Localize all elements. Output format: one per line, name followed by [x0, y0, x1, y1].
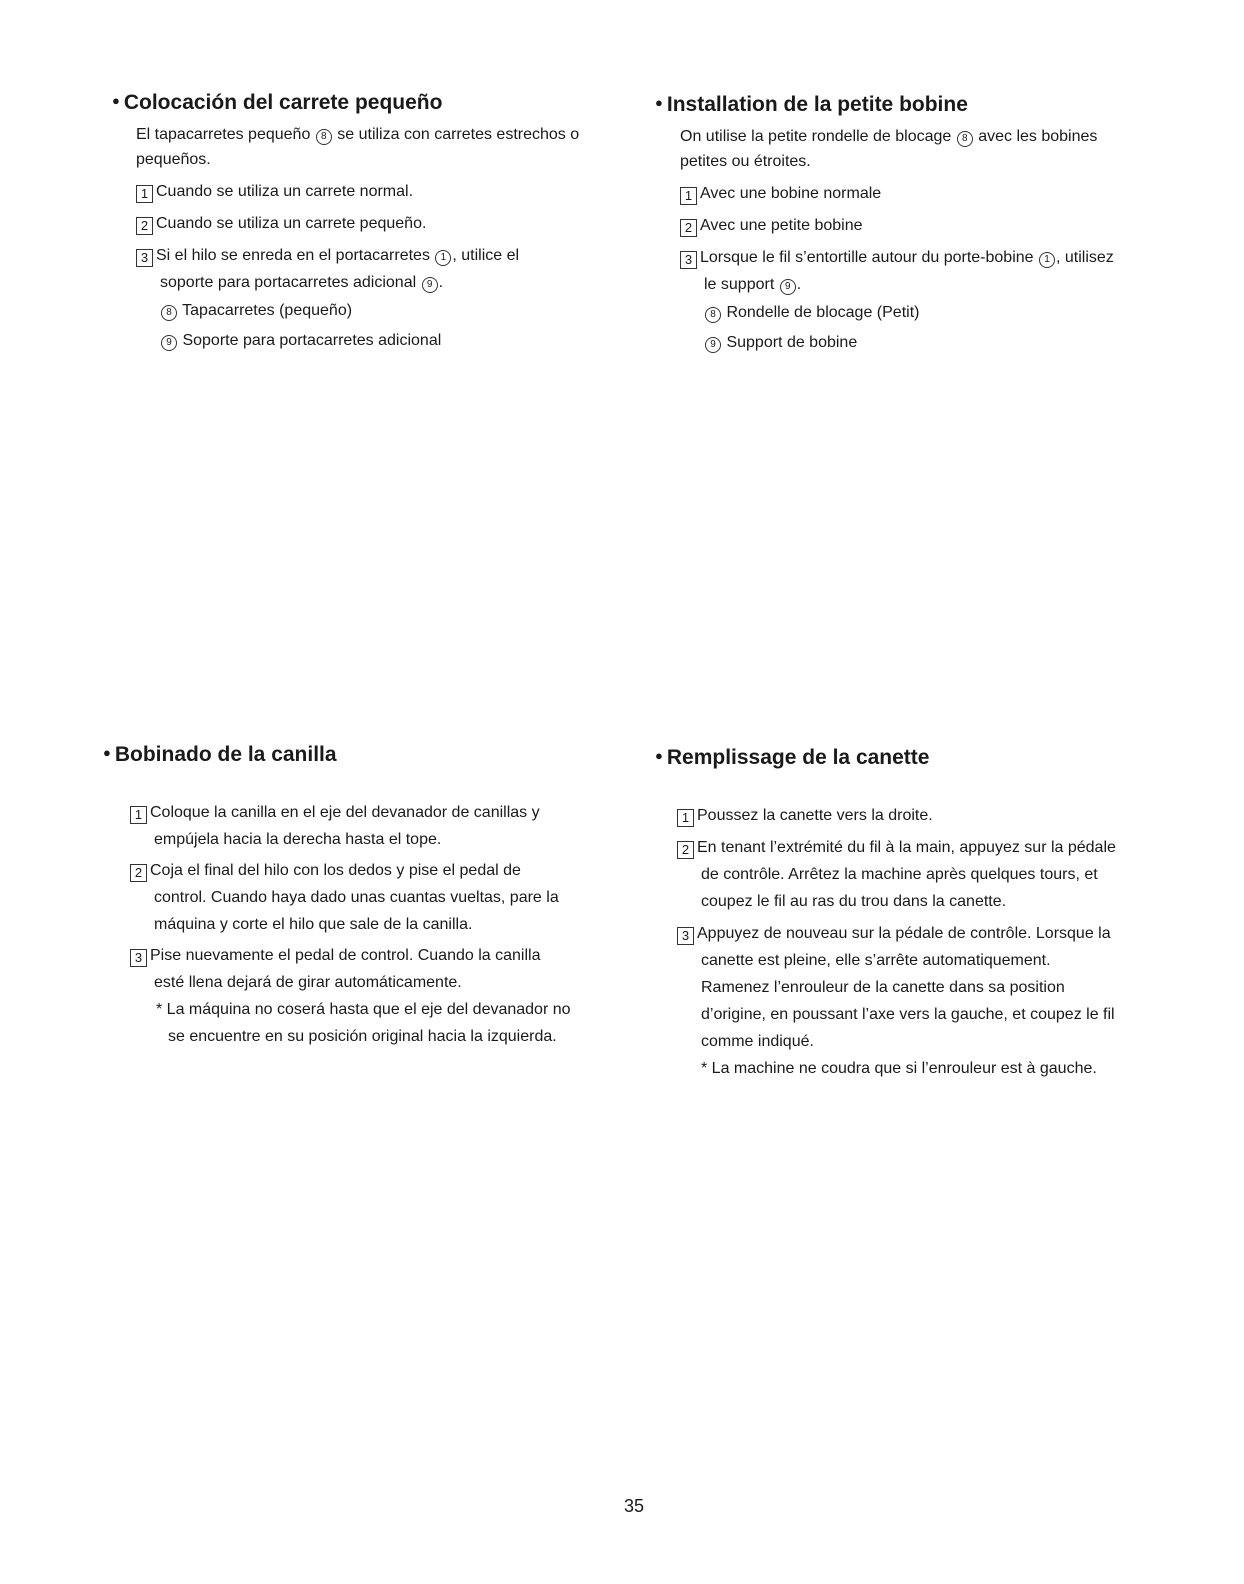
note-text: * La máquina no coserá hasta que el eje del devanador no: [156, 1001, 571, 1019]
section-title: [103, 742, 643, 768]
step-item: [136, 210, 652, 237]
step-item: [680, 180, 1195, 207]
note-text: * La machine ne coudra que si l’enrouleur est à gauche.: [701, 1060, 1097, 1078]
step-text: , utilice el: [452, 247, 520, 265]
section-title: [655, 745, 1215, 771]
intro-text: On utilise la petite rondelle de blocage: [680, 128, 952, 146]
section-small-spool-es: [112, 90, 652, 356]
step-text: Coloque la canilla en el eje del devanador de canillas y: [150, 804, 540, 822]
step-text: En tenant l’extrémité du fil à la main, appuyez sur la pédale: [697, 839, 1116, 857]
step-continuation: [677, 1001, 1215, 1028]
step-text: empújela hacia la derecha hasta el tope.: [154, 831, 442, 849]
step-text: coupez le fil au ras du trou dans la canette.: [701, 893, 1007, 911]
note: [677, 1055, 1215, 1082]
section-title: [655, 92, 1195, 118]
note: [130, 996, 643, 1023]
step-number-icon: 2: [680, 219, 697, 237]
reference-item: [680, 328, 1195, 358]
ref-number-icon: 1: [1039, 252, 1055, 268]
step-text: Avec une bobine normale: [700, 185, 882, 203]
ref-number-icon: 9: [422, 277, 438, 293]
step-text: Avec une petite bobine: [700, 217, 863, 235]
step-number-icon: 1: [677, 809, 694, 827]
reference-text: Soporte para portacarretes adicional: [182, 332, 442, 350]
step-item: [136, 242, 652, 269]
bullet-icon: ●: [655, 95, 663, 111]
step-number-icon: 3: [130, 949, 147, 967]
step-text: comme indiqué.: [701, 1033, 814, 1051]
section-title-text: Colocación del carrete pequeño: [123, 91, 443, 114]
ref-number-icon: 1: [435, 250, 451, 266]
step-item: [136, 178, 652, 205]
ref-number-icon: 8: [161, 305, 177, 321]
step-text: Cuando se utiliza un carrete normal.: [156, 183, 414, 201]
reference-item: [136, 326, 652, 356]
intro-text: petites ou étroites.: [680, 153, 811, 171]
step-number-icon: 1: [130, 806, 147, 824]
note-text: se encuentre en su posición original hacia la izquierda.: [168, 1028, 557, 1046]
step-item: [680, 212, 1195, 239]
step-text: de contrôle. Arrêtez la machine après quelques tours, et: [701, 866, 1098, 884]
step-item: [130, 857, 643, 884]
step-item: [130, 799, 643, 826]
step-text: Ramenez l’enrouleur de la canette dans sa position: [701, 979, 1065, 997]
step-text: Pise nuevamente el pedal de control. Cuando la canilla: [150, 947, 541, 965]
reference-item: [136, 296, 652, 326]
step-text: Appuyez de nouveau sur la pédale de contrôle. Lorsque la: [697, 925, 1111, 943]
step-continuation: [130, 884, 643, 911]
intro-text: El tapacarretes pequeño: [136, 126, 311, 144]
section-bobbin-fr: [655, 745, 1215, 1082]
reference-item: [680, 298, 1195, 328]
step-number-icon: 3: [680, 251, 697, 269]
bullet-icon: ●: [112, 93, 120, 109]
step-continuation: [136, 269, 652, 296]
intro-text: se utiliza con carretes estrechos o: [337, 126, 580, 144]
step-text: d’origine, en poussant l’axe vers la gauche, et coupez le fil: [701, 1006, 1115, 1024]
step-item: [677, 802, 1215, 829]
step-text: Cuando se utiliza un carrete pequeño.: [156, 215, 427, 233]
step-text: máquina y corte el hilo que sale de la canilla.: [154, 916, 473, 934]
step-number-icon: 2: [677, 841, 694, 859]
section-title: [112, 90, 652, 116]
step-continuation: [677, 974, 1215, 1001]
section-small-spool-fr: [655, 92, 1195, 358]
step-number-icon: 2: [136, 217, 153, 235]
step-text: Si el hilo se enreda en el portacarretes: [156, 247, 430, 265]
step-text: esté llena dejará de girar automáticamente.: [154, 974, 462, 992]
ref-number-icon: 8: [957, 131, 973, 147]
step-number-icon: 3: [136, 249, 153, 267]
section-bobbin-es: [103, 742, 643, 1050]
note-continuation: [130, 1023, 643, 1050]
step-text: .: [438, 274, 444, 292]
step-item: [677, 920, 1215, 947]
intro-text: avec les bobines: [978, 128, 1098, 146]
bullet-icon: ●: [655, 748, 663, 764]
step-text: le support: [704, 276, 775, 294]
section-title-text: Remplissage de la canette: [666, 746, 930, 769]
intro-paragraph: [136, 122, 652, 172]
ref-number-icon: 8: [705, 307, 721, 323]
section-title-text: Installation de la petite bobine: [666, 93, 968, 116]
step-continuation: [677, 888, 1215, 915]
step-text: .: [796, 276, 802, 294]
step-continuation: [130, 911, 643, 938]
step-continuation: [677, 861, 1215, 888]
ref-number-icon: 9: [780, 279, 796, 295]
reference-text: Tapacarretes (pequeño): [182, 302, 353, 320]
step-continuation: [130, 826, 643, 853]
step-text: Lorsque le fil s’entortille autour du porte-bobine: [700, 249, 1034, 267]
step-continuation: [680, 271, 1195, 298]
intro-text: pequeños.: [136, 151, 211, 169]
step-number-icon: 1: [680, 187, 697, 205]
step-number-icon: 1: [136, 185, 153, 203]
page-number: 35: [623, 1496, 645, 1516]
step-text: , utilisez: [1056, 249, 1114, 267]
step-number-icon: 3: [677, 927, 694, 945]
step-item: [680, 244, 1195, 271]
ref-number-icon: 9: [161, 335, 177, 351]
step-continuation: [677, 1028, 1215, 1055]
ref-number-icon: 8: [316, 129, 332, 145]
step-text: soporte para portacarretes adicional: [160, 274, 417, 292]
reference-text: Support de bobine: [726, 334, 858, 352]
step-continuation: [677, 947, 1215, 974]
section-title-text: Bobinado de la canilla: [114, 743, 337, 766]
step-item: [130, 942, 643, 969]
intro-paragraph: [680, 124, 1195, 174]
step-text: canette est pleine, elle s’arrête automatiquement.: [701, 952, 1051, 970]
step-item: [677, 834, 1215, 861]
step-text: Coja el final del hilo con los dedos y pise el pedal de: [150, 862, 521, 880]
step-text: control. Cuando haya dado unas cuantas vueltas, pare la: [154, 889, 559, 907]
ref-number-icon: 9: [705, 337, 721, 353]
step-number-icon: 2: [130, 864, 147, 882]
step-text: Poussez la canette vers la droite.: [697, 807, 933, 825]
reference-text: Rondelle de blocage (Petit): [726, 304, 920, 322]
bullet-icon: ●: [103, 745, 111, 761]
step-continuation: [130, 969, 643, 996]
